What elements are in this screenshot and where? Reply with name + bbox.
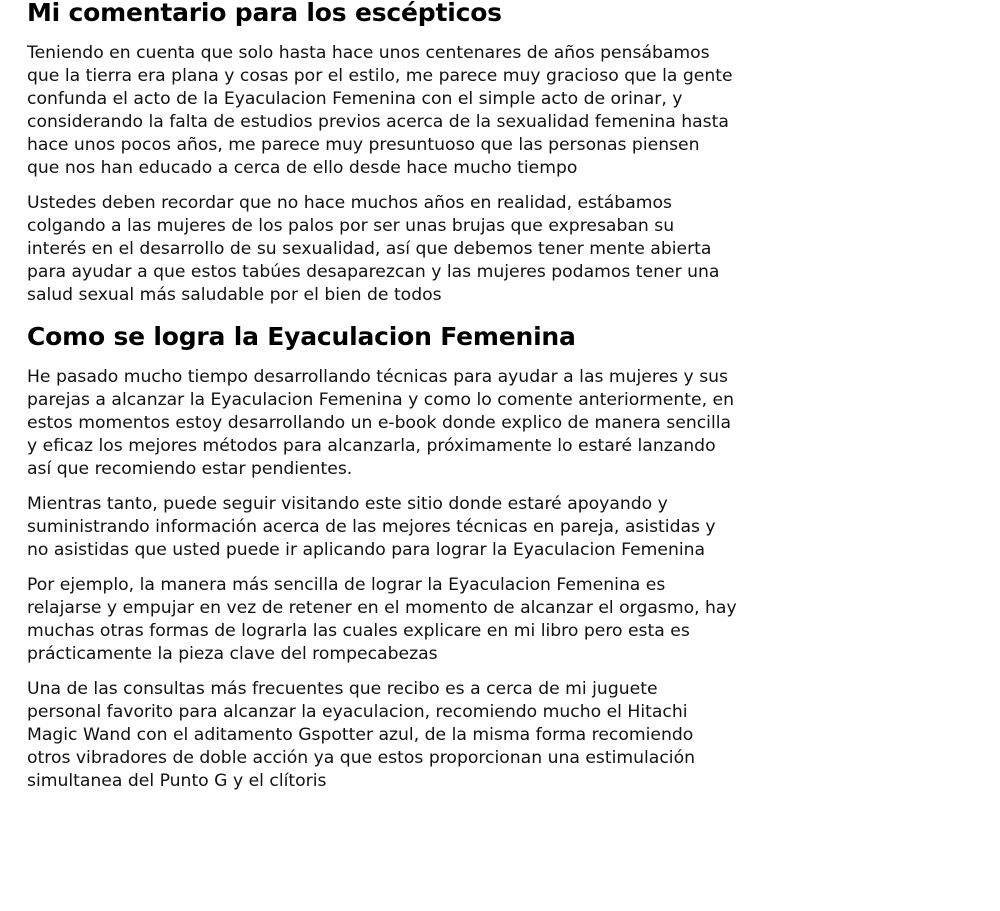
paragraph: Teniendo en cuenta que solo hasta hace unos centenares de años pensábamos que la tierra era plana y cosas por el estilo, me parece muy gracioso que la gente confunda el acto de la Eyaculacion Femenina con el simple acto de orinar, y considerando la falta de estudios previos acerca de la sexualidad femenina hasta hace unos pocos años, me parece muy presuntuoso que las personas piensen que nos han educado a cerca de ello desde hace mucho tiempo [27, 43, 733, 178]
paragraph: Mientras tanto, puede seguir visitando este sitio donde estaré apoyando y suministrando información acerca de las mejores técnicas en pareja, asistidas y no asistidas que usted puede ir aplicando para lograr la Eyaculacion Femenina [27, 494, 716, 560]
section-heading-how-to: Como se logra la Eyaculacion Femenina [27, 322, 576, 351]
paragraph: Una de las consultas más frecuentes que recibo es a cerca de mi juguete personal favorito para alcanzar la eyaculacion, recomiendo mucho el Hitachi Magic Wand con el aditamento Gspotter azul, de la misma forma recomiendo otros vibradores de doble acción ya que estos proporcionan una estimulación simultanea del Punto G y el clítoris [27, 679, 695, 791]
paragraph: Ustedes deben recordar que no hace muchos años en realidad, estábamos colgando a las mujeres de los palos por ser unas brujas que expresaban su interés en el desarrollo de su sexualidad, así que debemos tener mente abierta para ayudar a que estos tabúes desaparezcan y las mujeres podamos tener una salud sexual más saludable por el bien de todos [27, 193, 720, 305]
section-heading-skeptics: Mi comentario para los escépticos [27, 0, 502, 27]
paragraph: He pasado mucho tiempo desarrollando técnicas para ayudar a las mujeres y sus parejas a alcanzar la Eyaculacion Femenina y como lo comente anteriormente, en estos momentos estoy desarrollando un e-book donde explico de manera sencilla y eficaz los mejores métodos para alcanzarla, próximamente lo estaré lanzando así que recomiendo estar pendientes. [27, 367, 734, 479]
paragraph: Por ejemplo, la manera más sencilla de lograr la Eyaculacion Femenina es relajarse y empujar en vez de retener en el momento de alcanzar el orgasmo, hay muchas otras formas de lograrla las cuales explicare en mi libro pero esta es prácticamente la pieza clave del rompecabezas [27, 575, 737, 664]
article-body [27, 0, 737, 805]
